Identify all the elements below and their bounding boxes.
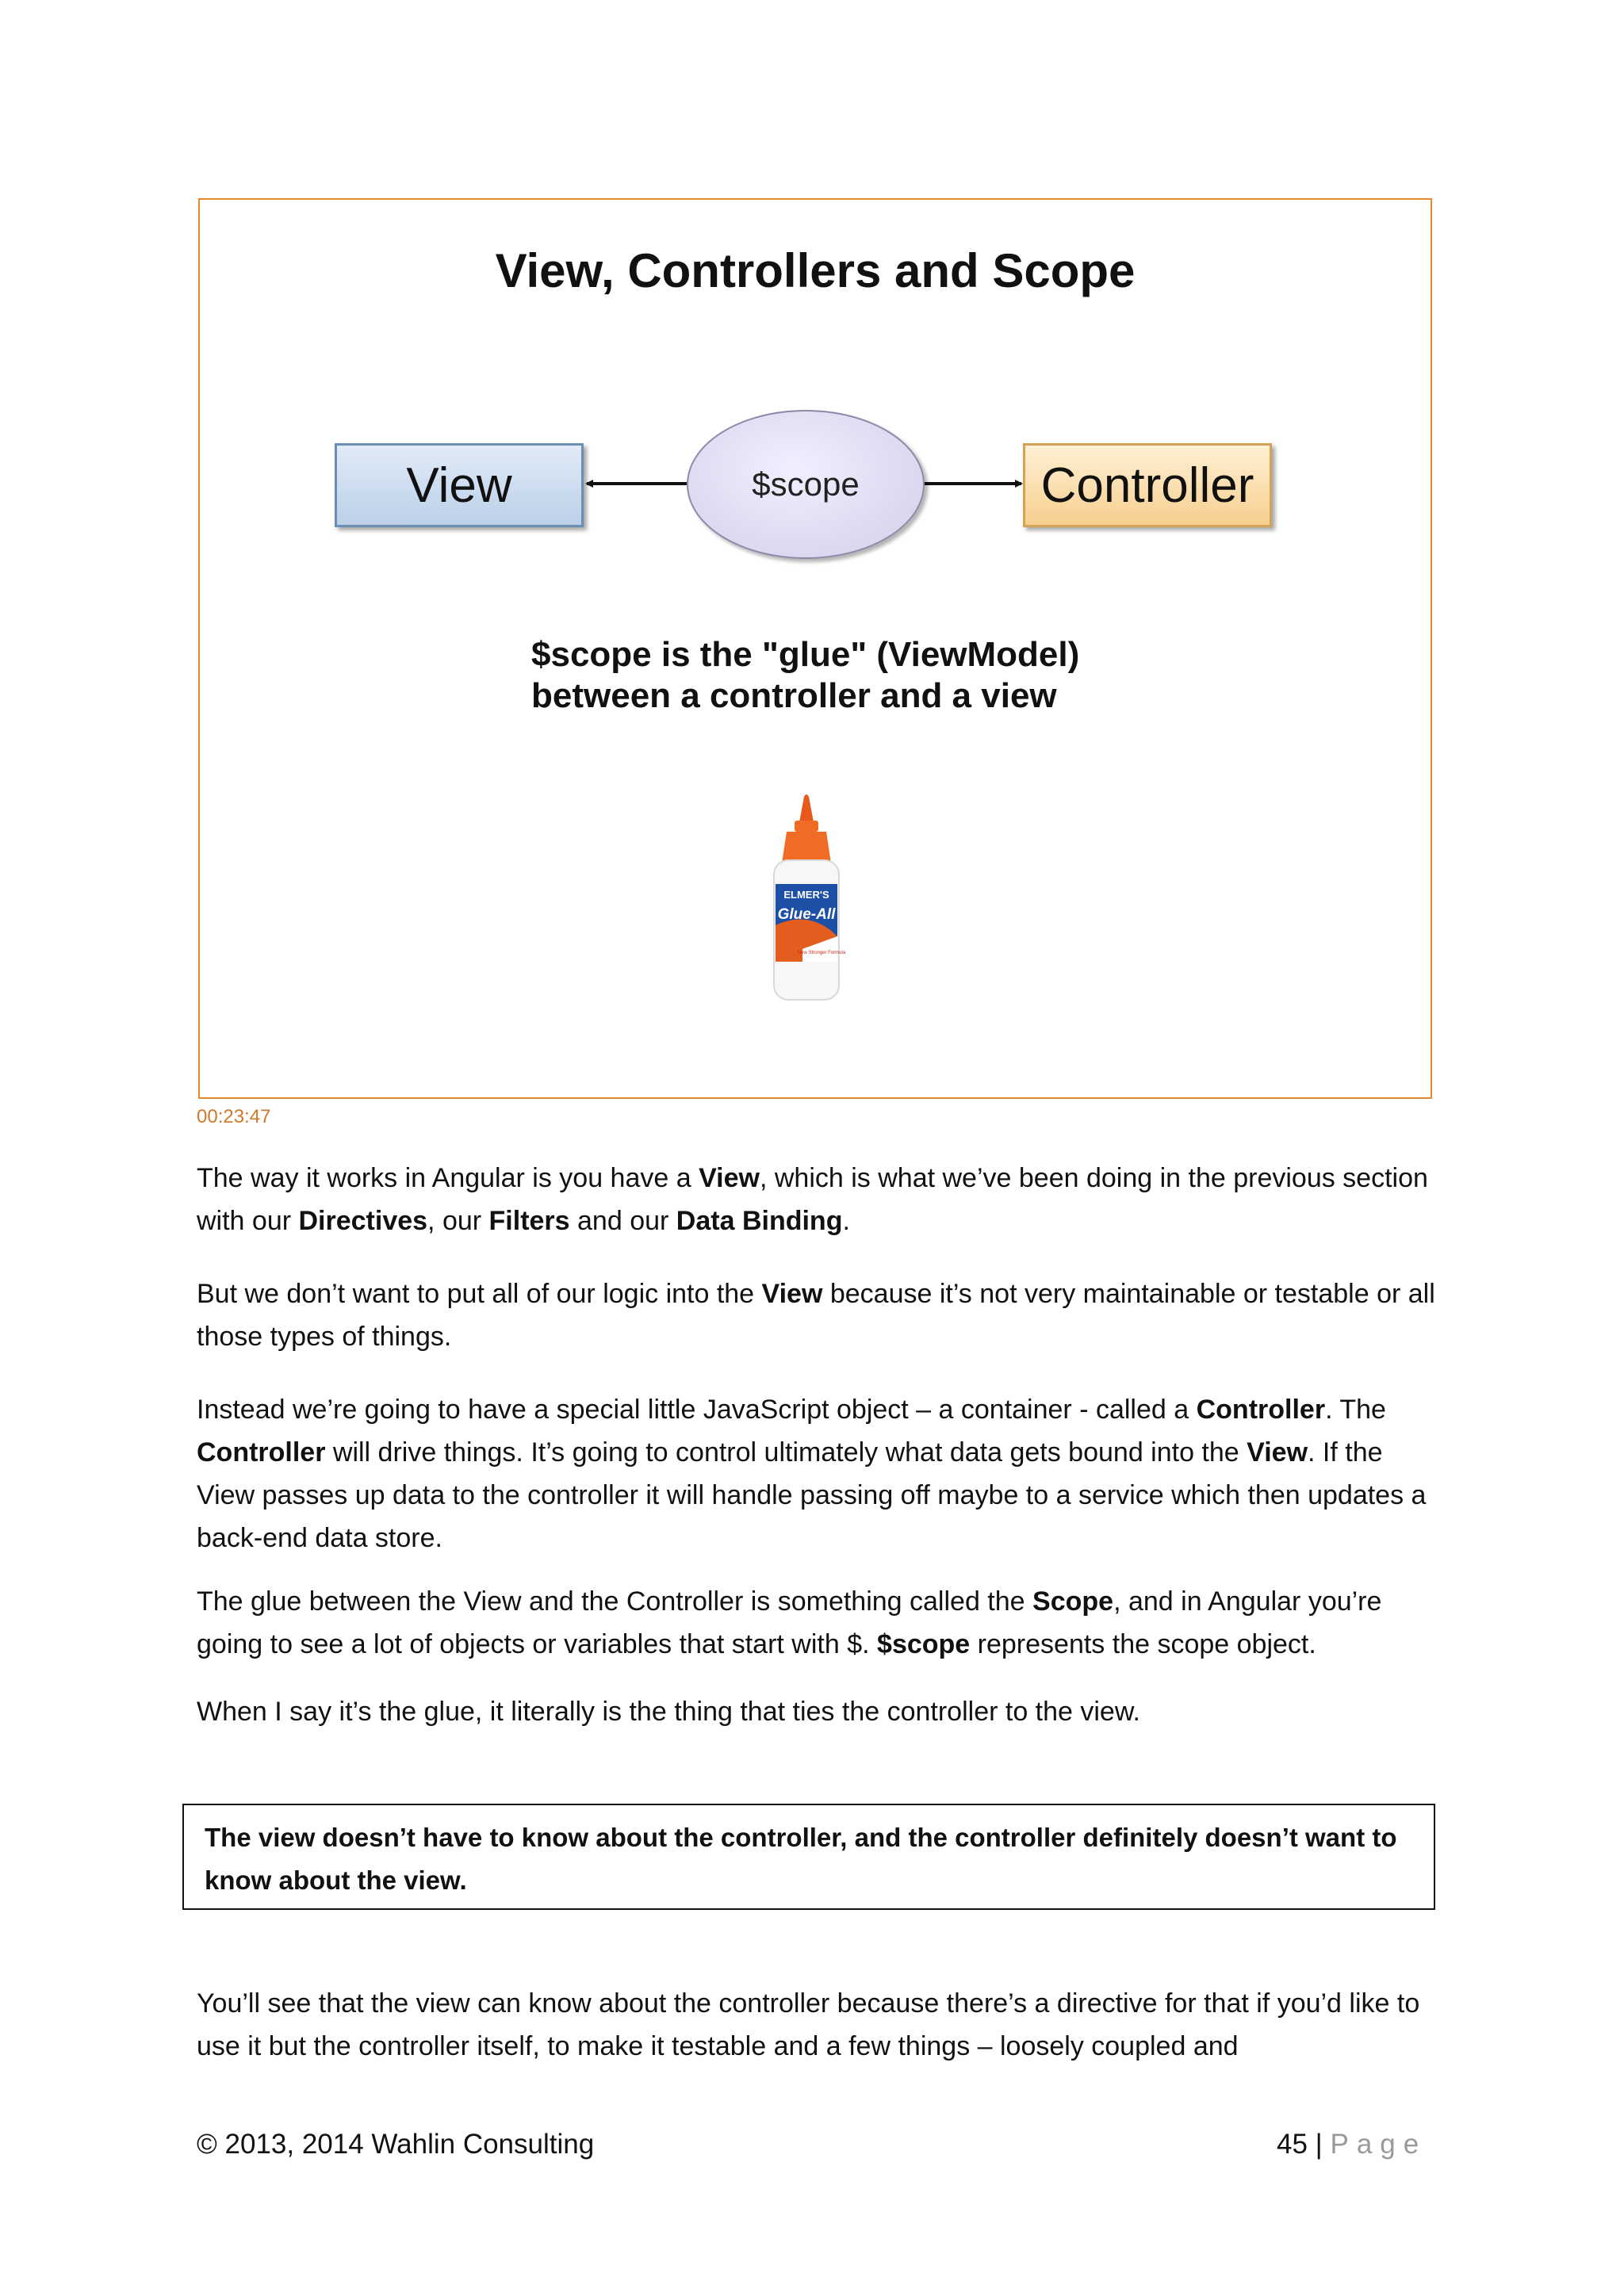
paragraph-4 bbox=[197, 1580, 1442, 1666]
caption-line-2: between a controller and a view bbox=[531, 676, 1057, 715]
text-run: The way it works in Angular is you have a bbox=[197, 1163, 699, 1193]
text-run: Instead we’re going to have a special little JavaScript object – a container - called a bbox=[197, 1395, 1197, 1425]
scope-oval: $scope bbox=[687, 410, 925, 559]
text-run: But we don’t want to put all of our logic into the bbox=[197, 1279, 762, 1309]
view-box: View bbox=[335, 443, 584, 527]
bold-term: Directives bbox=[298, 1206, 428, 1236]
paragraph-5 bbox=[197, 1690, 1442, 1733]
text-run: and our bbox=[569, 1206, 676, 1236]
bold-term: Controller bbox=[197, 1437, 326, 1468]
slide-title: View, Controllers and Scope bbox=[495, 244, 1136, 297]
text-run: The glue between the View and the Controller is something called the bbox=[197, 1586, 1033, 1617]
paragraph-3 bbox=[197, 1388, 1442, 1559]
bold-term: Controller bbox=[1196, 1395, 1326, 1425]
slide-image bbox=[198, 198, 1432, 1099]
text-run: . bbox=[842, 1206, 850, 1236]
text-run: will drive things. It’s going to control ultimately what data gets bound into the bbox=[325, 1437, 1247, 1468]
text-run: . The bbox=[1325, 1395, 1386, 1425]
bold-term: View bbox=[1247, 1437, 1308, 1468]
page-number: 45 bbox=[1277, 2129, 1308, 2160]
text-run: , and in Angular you’re going to see a lot of objects or variables that start with $. bbox=[197, 1586, 1382, 1659]
paragraph-6: You’ll see that the view can know about the controller because there’s a directive for that if you’d like to use it but the controller itself, to make it testable and a few things – loosely coupled and bbox=[197, 1988, 1420, 2061]
page-word: Page bbox=[1330, 2129, 1427, 2160]
text-run: represents the scope object. bbox=[970, 1629, 1316, 1659]
timestamp: 00:23:47 bbox=[197, 1106, 271, 1127]
glue-bottle-icon bbox=[755, 790, 858, 1008]
text-run: , our bbox=[427, 1206, 489, 1236]
footer-copyright: © 2013, 2014 Wahlin Consulting bbox=[197, 2129, 595, 2160]
svg-text:New Stronger Formula: New Stronger Formula bbox=[797, 951, 846, 955]
bold-term: Scope bbox=[1032, 1586, 1114, 1617]
text-run: because it’s not very maintainable or testable or all those types of things. bbox=[197, 1279, 1435, 1352]
text-run: , which is what we’ve been doing in the previous section with our bbox=[197, 1163, 1428, 1236]
text-run: . If the View passes up data to the controller it will handle passing off maybe to a service which then updates a back-end data store. bbox=[197, 1437, 1427, 1553]
slide-caption bbox=[531, 634, 1079, 717]
bold-term: Data Binding bbox=[676, 1206, 843, 1236]
text-run: When I say it’s the glue, it literally is the thing that ties the controller to the view. bbox=[197, 1697, 1140, 1727]
bold-term: $scope bbox=[877, 1629, 971, 1659]
footer-page-number bbox=[1277, 2129, 1427, 2160]
bold-term: Filters bbox=[488, 1206, 570, 1236]
bold-term: View bbox=[699, 1163, 760, 1193]
svg-text:ELMER'S: ELMER'S bbox=[783, 889, 829, 901]
bold-term: View bbox=[761, 1279, 823, 1309]
svg-text:Glue-All: Glue-All bbox=[777, 906, 836, 923]
page-separator: | bbox=[1315, 2129, 1323, 2160]
controller-box: Controller bbox=[1023, 443, 1272, 527]
callout-box: The view doesn’t have to know about the controller, and the controller definitely doesn’t want to know about the view. bbox=[182, 1804, 1435, 1910]
paragraph-2 bbox=[197, 1272, 1442, 1358]
paragraph-1 bbox=[197, 1157, 1442, 1242]
caption-line-1: $scope is the "glue" (ViewModel) bbox=[531, 635, 1080, 674]
